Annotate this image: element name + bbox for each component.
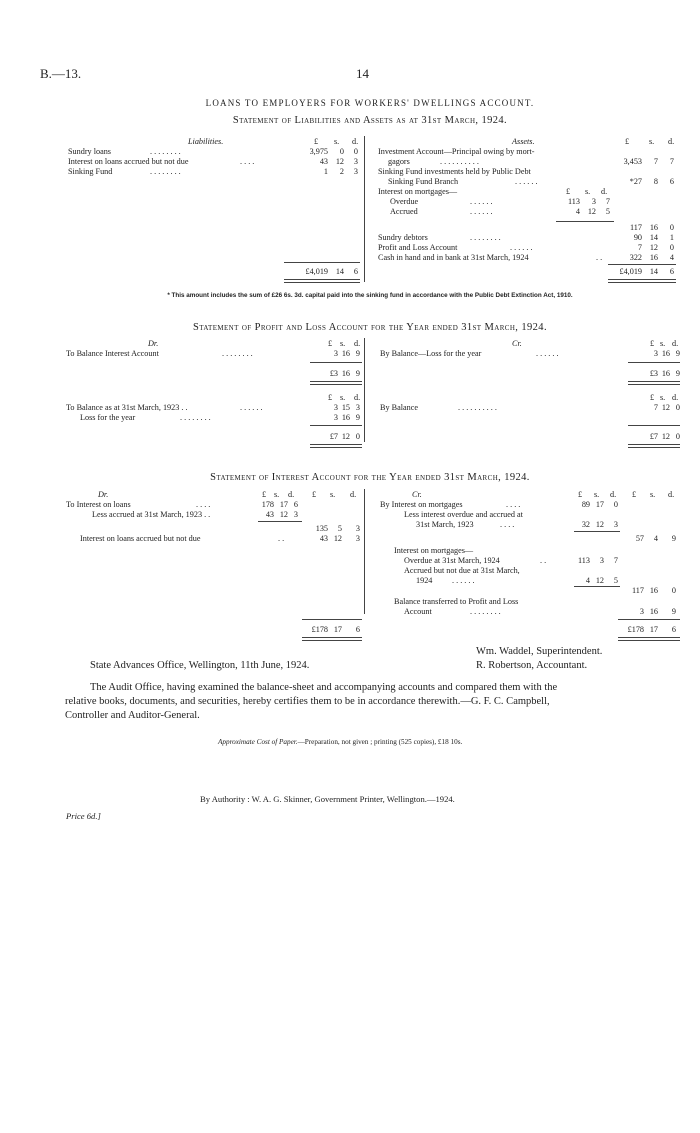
signature-accountant: R. Robertson, Accountant. xyxy=(476,660,588,671)
interest-cr-total-pounds: £178 xyxy=(627,625,644,634)
interest-cr-total-pence: 6 xyxy=(671,625,676,634)
total-rule xyxy=(628,362,680,363)
sub-amount-pence: 7 xyxy=(605,197,610,206)
leader-dots: . . . . . . . . xyxy=(150,147,181,156)
cost-of-paper xyxy=(218,738,462,746)
amount-pounds: 3 xyxy=(653,349,658,358)
assets-total-pence: 6 xyxy=(669,267,674,276)
amount-pence: 3 xyxy=(353,157,358,166)
amount-pounds: 43 xyxy=(319,157,328,166)
sub-col-shillings: s. xyxy=(585,187,591,196)
amount-pence: 6 xyxy=(669,177,674,186)
pnl-dr-total-pounds: £7 xyxy=(329,432,338,441)
total-rule xyxy=(628,425,680,426)
double-rule xyxy=(628,381,680,385)
amount-pence: 0 xyxy=(675,403,680,412)
asset-overdue-label: Overdue xyxy=(390,197,419,206)
amount-shillings: 7 xyxy=(653,157,658,166)
pnl-title: Statement of Profit and Loss Account for the Year ended 31st March, 1924. xyxy=(193,322,547,333)
col-pounds: £ xyxy=(578,490,583,499)
leader-dots: . . . . . . . . xyxy=(222,349,253,358)
amount-pounds: 3,975 xyxy=(309,147,328,156)
interest-dr-total-pence: 6 xyxy=(355,625,360,634)
column-divider xyxy=(364,136,365,282)
amount-pence: 0 xyxy=(669,223,674,232)
interest-title: Statement of Interest Account for the Year ended 31st March, 1924. xyxy=(210,472,530,483)
amount-pounds: 117 xyxy=(630,223,642,232)
sub-amount-pence: 5 xyxy=(613,576,618,585)
amount-shillings: 8 xyxy=(653,177,658,186)
amount-pence: 7 xyxy=(669,157,674,166)
col-shillings: s. xyxy=(340,393,346,402)
asset-accrued-label: Accrued xyxy=(390,207,418,216)
amount-pence: 9 xyxy=(671,534,676,543)
sub-amount-pounds: 113 xyxy=(568,197,580,206)
leader-dots: . . . . . . xyxy=(240,403,263,412)
office-dateline: State Advances Office, Wellington, 11th June, 1924. xyxy=(90,660,310,671)
col-pence: d. xyxy=(354,339,361,348)
printer-imprint: By Authority : W. A. G. Skinner, Government Printer, Wellington.—1924. xyxy=(200,794,455,804)
column-divider xyxy=(364,489,365,614)
liabilities-total-pence: 6 xyxy=(353,267,358,276)
leader-dots: . . . . . . . . xyxy=(150,167,181,176)
sub-amount-pence: 0 xyxy=(613,500,618,509)
sub-col-pence: d. xyxy=(601,187,608,196)
amount-pounds: 3 xyxy=(333,403,338,412)
asset-pl-label: Profit and Loss Account xyxy=(378,243,458,252)
amount-shillings: 16 xyxy=(649,607,658,616)
amount-shillings: 2 xyxy=(339,167,344,176)
col-shillings: s. xyxy=(334,137,340,146)
total-rule xyxy=(310,425,362,426)
col-pounds: £ xyxy=(312,490,317,499)
balance-sheet-title: Statement of Liabilities and Assets as at 31st March, 1924. xyxy=(232,115,508,126)
interest-cr-label: Overdue at 31st March, 1924 xyxy=(404,556,500,565)
audit-line: The Audit Office, having examined the balance-sheet and accompanying accounts and compared them with the xyxy=(90,682,558,693)
amount-pence: 4 xyxy=(669,253,674,262)
col-pounds: £ xyxy=(328,393,333,402)
col-shillings: s. xyxy=(594,490,600,499)
pnl-cr-label: By Balance—Loss for the year xyxy=(380,349,482,358)
amount-shillings: 15 xyxy=(341,403,350,412)
asset-sinking-line2: Sinking Fund Branch xyxy=(388,177,459,186)
amount-pounds: 3 xyxy=(333,349,338,358)
amount-pounds: 3 xyxy=(333,413,338,422)
total-rule xyxy=(302,619,362,620)
sub-amount-pence: 3 xyxy=(293,510,298,519)
double-rule xyxy=(608,279,676,283)
leader-dots: . . . . xyxy=(196,500,211,509)
leader-dots: . . . . . . . . . . xyxy=(458,403,497,412)
sub-amount-pounds: 113 xyxy=(578,556,590,565)
asset-investment-line2: gagors xyxy=(388,157,410,166)
col-pence: d. xyxy=(354,393,361,402)
amount-pounds: 1 xyxy=(323,167,328,176)
col-shillings: s. xyxy=(660,393,666,402)
sub-amount-shillings: 3 xyxy=(591,197,596,206)
liabilities-total-pounds: £4,019 xyxy=(305,267,328,276)
amount-shillings: 12 xyxy=(333,534,342,543)
sub-amount-shillings: 3 xyxy=(599,556,604,565)
col-pence: d. xyxy=(668,137,675,146)
pnl-dr-total-shillings: 16 xyxy=(341,369,350,378)
col-shillings: s. xyxy=(649,137,655,146)
col-shillings: s. xyxy=(340,339,346,348)
interest-cr-label: By Interest on mortgages xyxy=(380,500,463,509)
amount-pence: 3 xyxy=(355,403,360,412)
leader-dots: . . . . . . . . xyxy=(470,233,501,242)
col-pence: d. xyxy=(672,339,679,348)
amount-pounds: 57 xyxy=(635,534,644,543)
col-shillings: s. xyxy=(274,490,280,499)
pnl-cr-total-shillings: 12 xyxy=(661,432,670,441)
amount-pounds: 135 xyxy=(315,524,328,533)
sub-amount-pence: 3 xyxy=(613,520,618,529)
liability-label: Sinking Fund xyxy=(68,167,113,176)
col-pence: d. xyxy=(288,490,295,499)
sub-amount-pence: 6 xyxy=(293,500,298,509)
sub-amount-shillings: 12 xyxy=(587,207,596,216)
sub-amount-pounds: 4 xyxy=(585,576,590,585)
column-divider xyxy=(364,338,365,442)
pnl-dr-total-pence: 9 xyxy=(355,369,360,378)
leader-dots: . . . . . . xyxy=(470,197,493,206)
pnl-dr-label: To Balance Interest Account xyxy=(66,349,159,358)
amount-pence: 9 xyxy=(355,349,360,358)
total-rule xyxy=(310,362,362,363)
total-rule xyxy=(608,264,676,265)
credit-heading: Cr. xyxy=(412,490,422,499)
amount-pence: 9 xyxy=(671,607,676,616)
interest-cr-label: 1924 xyxy=(416,576,433,585)
sub-amount-shillings: 12 xyxy=(595,520,604,529)
subtotal-rule xyxy=(574,586,620,587)
interest-dr-total-pounds: £178 xyxy=(311,625,328,634)
amount-shillings: 16 xyxy=(649,586,658,595)
leader-dots: . . . . . . xyxy=(515,177,538,186)
double-rule xyxy=(310,444,362,448)
col-pounds: £ xyxy=(650,393,655,402)
pnl-dr-label: Loss for the year xyxy=(80,413,136,422)
leader-dots: . . . . xyxy=(506,500,521,509)
amount-pounds: 7 xyxy=(653,403,658,412)
subtotal-rule xyxy=(258,521,302,522)
debit-heading: Dr. xyxy=(98,490,109,499)
sub-amount-pounds: 43 xyxy=(265,510,274,519)
leader-dots: . . xyxy=(596,253,603,262)
amount-shillings: 4 xyxy=(653,534,658,543)
col-pounds: £ xyxy=(314,137,319,146)
credit-heading: Cr. xyxy=(512,339,522,348)
leader-dots: . . . . xyxy=(240,157,255,166)
debit-heading: Dr. xyxy=(148,339,159,348)
amount-shillings: 16 xyxy=(649,223,658,232)
cost-text: —Preparation, not given ; printing (525 copies), £18 10s. xyxy=(297,738,463,746)
amount-pounds: 3,453 xyxy=(623,157,642,166)
amount-pounds: 90 xyxy=(633,233,642,242)
sub-amount-pence: 5 xyxy=(605,207,610,216)
col-pounds: £ xyxy=(625,137,630,146)
interest-dr-label: Less accrued at 31st March, 1923 . . xyxy=(92,510,211,519)
audit-line: relative books, documents, and securities, hereby certifies them to be in accordance therewith.—G. F. C. Campbell, xyxy=(65,696,550,707)
leader-dots: . . . . . . xyxy=(536,349,559,358)
sub-amount-shillings: 17 xyxy=(279,500,288,509)
leader-dots: . . . . . . xyxy=(470,207,493,216)
double-rule xyxy=(310,381,362,385)
pnl-cr-label: By Balance xyxy=(380,403,418,412)
amount-pence: 3 xyxy=(355,534,360,543)
pnl-cr-total-shillings: 16 xyxy=(661,369,670,378)
liability-label: Interest on loans accrued but not due xyxy=(68,157,189,166)
double-rule xyxy=(302,637,362,641)
double-rule xyxy=(618,637,680,641)
sub-amount-shillings: 12 xyxy=(595,576,604,585)
asset-investment-line1: Investment Account—Principal owing by mort- xyxy=(378,147,535,156)
leader-dots: . . xyxy=(278,534,285,543)
pnl-cr-total-pounds: £3 xyxy=(649,369,658,378)
leader-dots: . . . . . . xyxy=(452,576,475,585)
amount-pounds: 7 xyxy=(637,243,642,252)
price: Price 6d.] xyxy=(66,811,101,821)
leader-dots: . . . . . . . . xyxy=(470,607,501,616)
amount-pounds: 322 xyxy=(629,253,642,262)
sub-amount-pounds: 32 xyxy=(581,520,590,529)
interest-cr-label: Account xyxy=(404,607,432,616)
pnl-dr-total-shillings: 12 xyxy=(341,432,350,441)
amount-shillings: 12 xyxy=(335,157,344,166)
amount-shillings: 5 xyxy=(337,524,342,533)
amount-shillings: 14 xyxy=(649,233,658,242)
col-pence: d. xyxy=(610,490,617,499)
amount-pence: 3 xyxy=(355,524,360,533)
col-pounds: £ xyxy=(262,490,267,499)
total-rule xyxy=(284,262,360,263)
amount-pounds: 43 xyxy=(319,534,328,543)
page-number: 14 xyxy=(356,66,369,81)
sub-amount-shillings: 12 xyxy=(279,510,288,519)
asset-sundry-label: Sundry debtors xyxy=(378,233,428,242)
col-pence: d. xyxy=(668,490,675,499)
sub-amount-pounds: 89 xyxy=(581,500,590,509)
leader-dots: . . . . . . . . xyxy=(180,413,211,422)
sub-amount-pounds: 178 xyxy=(261,500,274,509)
col-pence: d. xyxy=(672,393,679,402)
amount-pence: 9 xyxy=(355,413,360,422)
amount-shillings: 12 xyxy=(649,243,658,252)
amount-pence: 3 xyxy=(353,167,358,176)
amount-shillings: 0 xyxy=(339,147,344,156)
double-rule xyxy=(628,444,680,448)
document-reference: B.—13. xyxy=(40,66,82,81)
amount-pence: 0 xyxy=(669,243,674,252)
pnl-dr-label: To Balance as at 31st March, 1923 . . xyxy=(66,403,188,412)
col-pounds: £ xyxy=(328,339,333,348)
cost-label: Approximate Cost of Paper. xyxy=(218,738,298,746)
liabilities-total-shillings: 14 xyxy=(335,267,344,276)
pnl-dr-total-pounds: £3 xyxy=(329,369,338,378)
interest-cr-label: 31st March, 1923 xyxy=(416,520,474,529)
amount-shillings: 12 xyxy=(661,403,670,412)
amount-shillings: 16 xyxy=(341,349,350,358)
assets-heading: Assets. xyxy=(512,137,535,146)
pnl-cr-total-pence: 0 xyxy=(675,432,680,441)
liability-label: Sundry loans xyxy=(68,147,111,156)
liabilities-heading: Liabilities. xyxy=(188,137,224,146)
subtotal-rule xyxy=(556,221,614,222)
assets-total-shillings: 14 xyxy=(649,267,658,276)
asset-interest-heading: Interest on mortgages— xyxy=(378,187,458,196)
signature-superintendent: Wm. Waddel, Superintendent. xyxy=(476,646,603,657)
interest-cr-heading: Interest on mortgages— xyxy=(394,546,474,555)
leader-dots: . . . . xyxy=(500,520,515,529)
asset-sinking-line1: Sinking Fund investments held by Public Debt xyxy=(378,167,531,176)
account-title: LOANS TO EMPLOYERS FOR WORKERS' DWELLINGS ACCOUNT. xyxy=(205,98,535,108)
leader-dots: . . xyxy=(540,556,547,565)
subtotal-rule xyxy=(574,531,620,532)
total-rule xyxy=(618,619,680,620)
interest-cr-label: Less interest overdue and accrued at xyxy=(404,510,523,519)
pnl-cr-total-pence: 9 xyxy=(675,369,680,378)
amount-shillings: 16 xyxy=(341,413,350,422)
amount-shillings: 16 xyxy=(649,253,658,262)
interest-cr-label: Accrued but not due at 31st March, xyxy=(404,566,520,575)
col-pounds: £ xyxy=(632,490,637,499)
amount-pence: 0 xyxy=(671,586,676,595)
col-pounds: £ xyxy=(650,339,655,348)
col-pence: d. xyxy=(352,137,359,146)
double-rule xyxy=(284,279,360,283)
amount-pence: 0 xyxy=(353,147,358,156)
pnl-cr-total-pounds: £7 xyxy=(649,432,658,441)
interest-cr-total-shillings: 17 xyxy=(649,625,658,634)
sub-amount-pence: 7 xyxy=(613,556,618,565)
leader-dots: . . . . . . xyxy=(510,243,533,252)
sub-amount-shillings: 17 xyxy=(595,500,604,509)
interest-dr-label: Interest on loans accrued but not due xyxy=(80,534,201,543)
interest-dr-total-shillings: 17 xyxy=(333,625,342,634)
col-shillings: s. xyxy=(660,339,666,348)
interest-dr-label: To Interest on loans xyxy=(66,500,131,509)
sub-amount-pounds: 4 xyxy=(575,207,580,216)
amount-pounds: 3 xyxy=(639,607,644,616)
amount-pounds: *27 xyxy=(629,177,642,186)
footnote: * This amount includes the sum of £26 6s. 3d. capital paid into the sinking fund in accordance with the Public Debt Extinction Act, 1910. xyxy=(167,292,573,299)
col-shillings: s. xyxy=(330,490,336,499)
assets-total-pounds: £4,019 xyxy=(619,267,642,276)
sub-col-pounds: £ xyxy=(566,187,571,196)
interest-cr-label: Balance transferred to Profit and Loss xyxy=(394,597,519,606)
amount-shillings: 16 xyxy=(661,349,670,358)
leader-dots: . . . . . . . . . . xyxy=(440,157,479,166)
pnl-dr-total-pence: 0 xyxy=(355,432,360,441)
audit-line: Controller and Auditor-General. xyxy=(65,710,200,721)
col-pence: d. xyxy=(350,490,357,499)
amount-pence: 9 xyxy=(675,349,680,358)
amount-pounds: 117 xyxy=(632,586,644,595)
col-shillings: s. xyxy=(650,490,656,499)
asset-cash-label: Cash in hand and in bank at 31st March, 1924 xyxy=(378,253,529,262)
amount-pence: 1 xyxy=(669,233,674,242)
